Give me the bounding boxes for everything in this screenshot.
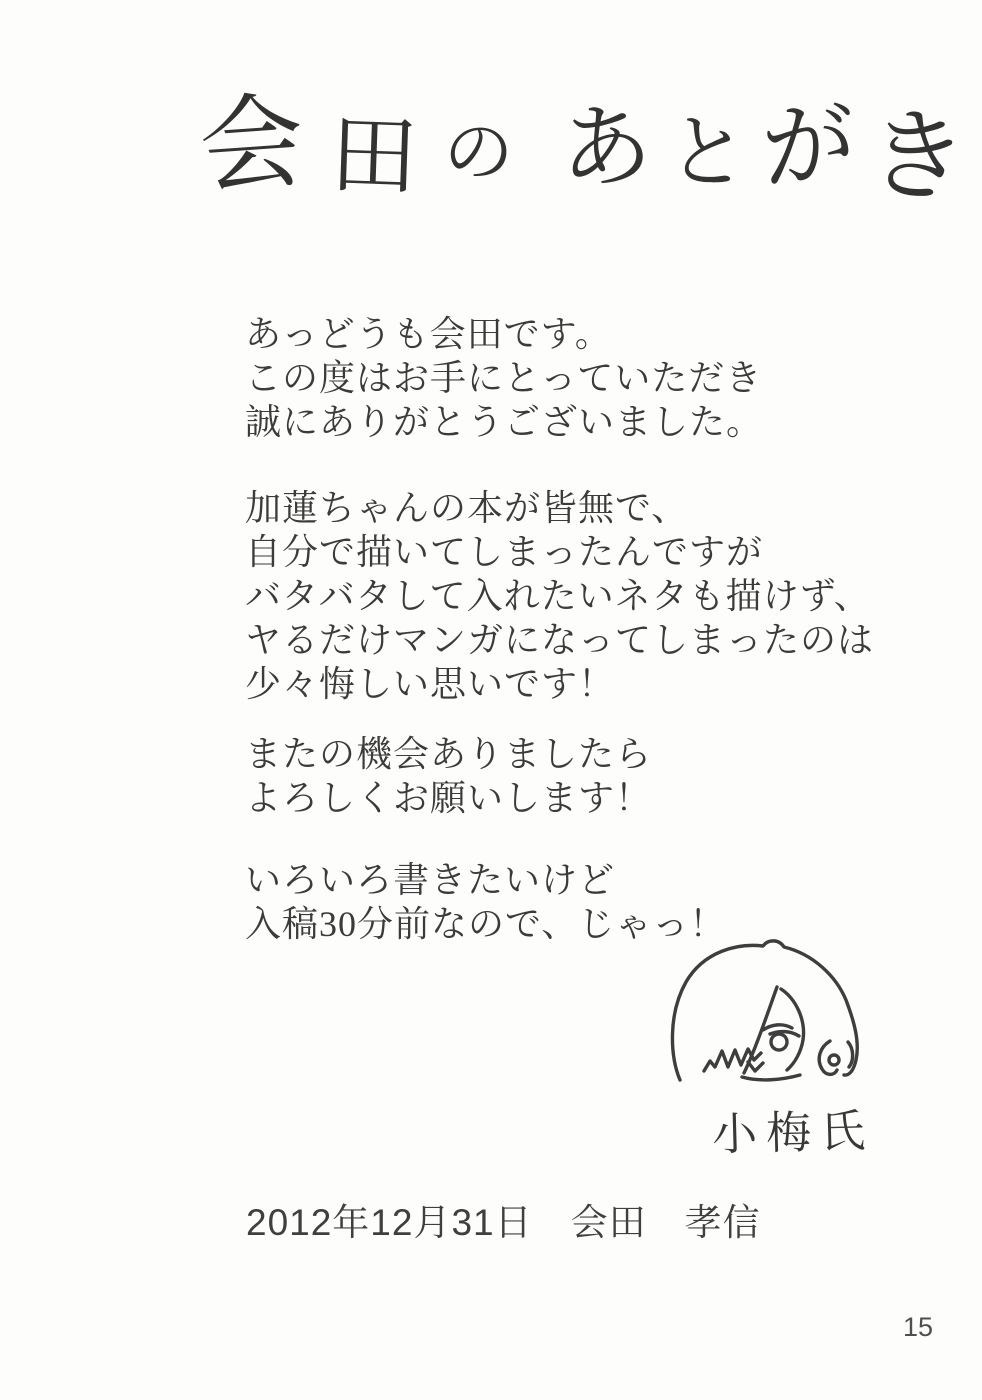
body-line: 自分で描いてしまったんですが	[245, 532, 764, 572]
body-line: 加蓮ちゃんの本が皆無で、	[245, 488, 689, 528]
paragraph-main	[245, 486, 874, 706]
body-line: よろしくお願いします！	[245, 778, 653, 818]
koume-face-sketch-icon	[660, 930, 875, 1098]
body-line: いろいろ書きたいけど	[245, 860, 616, 900]
body-line: 入稿30分前なので、じゃっ！	[245, 904, 727, 944]
body-line: この度はお手にとっていただき	[245, 358, 763, 398]
body-line: バタバタして入れたいネタも描けず、	[245, 576, 871, 616]
body-line: 誠にありがとうございました。	[245, 402, 764, 442]
signature-label: 小梅氏	[711, 1105, 875, 1161]
paragraph-thanks	[245, 732, 652, 820]
body-line: あっどうも会田です。	[245, 314, 612, 354]
body-line: ヤるだけマンガになってしまったのは	[245, 620, 875, 660]
body-line: 少々悔しい思いです！	[245, 664, 616, 704]
page-number: 15	[903, 1312, 934, 1342]
page-title: 会 田 の あ と が き	[195, 84, 972, 216]
body-line: またの機会ありましたら	[245, 734, 653, 774]
date-author-line: 2012年12月31日 会田 孝信	[246, 1202, 761, 1243]
paragraph-greeting	[245, 312, 763, 444]
paragraph-closing	[245, 858, 726, 946]
